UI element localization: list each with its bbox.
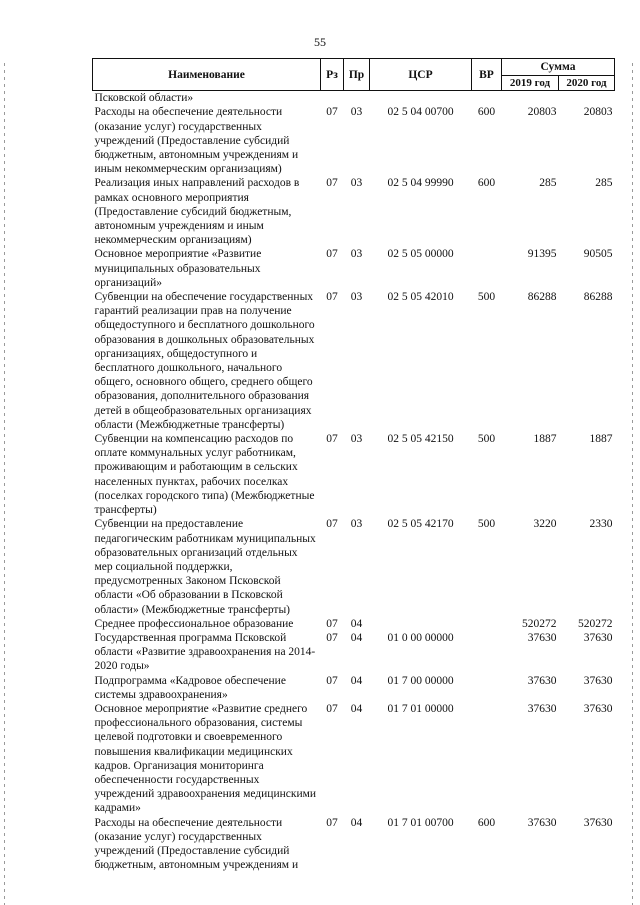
table-row [93,91,615,106]
table-row [93,290,615,432]
cell-csr: 02 5 05 42150 [387,433,454,446]
budget-table [92,58,615,872]
cell-vr: 500 [477,433,496,446]
cell-name: Субвенции на предоставление педагогическим работникам муниципальных образовательных организаций отдельных мер социальной поддержки, предусмотренных Законом Псковской области «Об образовании в Псковской области» (Межбюджетные трансферты) [94,518,316,616]
cell-2020: 1887 [589,433,613,446]
cell-2019: 37630 [527,674,557,687]
table-row [93,617,615,631]
table-body [93,91,615,873]
cell-2020: 520272 [578,617,613,630]
header-name: Наименование [93,59,321,91]
header-year-2020: 2020 год [559,76,615,91]
table-row [93,105,615,176]
cell-2019: 37630 [527,816,557,829]
cell-2020: 285 [595,177,613,190]
cell-2019: 520272 [522,617,557,630]
cell-name: Реализация иных направлений расходов в рамках основного мероприятия (Предоставление субсидий бюджетным, автономным учреждениям и иным некоммерческим организациям) [94,177,300,247]
cell-2019: 37630 [527,702,557,715]
cell-2020: 2330 [589,518,613,531]
table-row [93,517,615,616]
cell-vr: 500 [477,518,496,531]
cell-name: Расходы на обеспечение деятельности (оказание услуг) государственных учреждений (Предоставление субсидий бюджетным, автономным учреждениям и иным некоммерческим организациям) [94,106,299,176]
cell-pr: 03 [350,177,363,190]
cell-name: Расходы на обеспечение деятельности (оказание услуг) государственных учреждений (Предоставление субсидий бюджетным, автономным учреждениям и [94,816,299,872]
cell-2019: 91395 [527,248,557,261]
cell-2020 [559,91,615,106]
cell-pr: 04 [350,631,363,644]
cell-2019: 37630 [527,631,557,644]
cell-rz: 07 [326,433,338,446]
cell-csr: 02 5 04 00700 [387,106,454,119]
cell-rz: 07 [326,702,338,715]
header-sum: Сумма [502,59,615,76]
header-rz: Рз [321,59,344,91]
cell-name: Среднее профессиональное образование [94,617,294,630]
cell-csr: 02 5 05 42010 [387,291,454,304]
header-pr: Пр [344,59,370,91]
cell-pr: 04 [350,617,363,630]
cell-vr [472,702,502,816]
cell-vr: 500 [477,291,496,304]
cell-rz: 07 [326,674,338,687]
header-vr: ВР [472,59,502,91]
table-row [93,432,615,517]
cell-rz: 07 [326,248,338,261]
cell-csr: 02 5 05 00000 [387,248,454,261]
cell-vr [472,247,502,290]
cell-vr [472,674,502,702]
cell-csr: 02 5 05 42170 [387,518,454,531]
cell-2020: 86288 [583,291,613,304]
cell-pr: 04 [350,816,363,829]
cell-2019: 1887 [533,433,557,446]
header-csr: ЦСР [370,59,472,91]
table-row [93,702,615,816]
cell-rz: 07 [326,518,338,531]
cell-vr [472,631,502,674]
cell-vr: 600 [477,106,496,119]
cell-2020: 90505 [583,248,613,261]
cell-2019: 86288 [527,291,557,304]
cell-2020: 20803 [583,106,613,119]
cell-pr [344,91,370,106]
table-row [93,674,615,702]
table-row [93,176,615,247]
cell-2019 [502,91,559,106]
table-row [93,247,615,290]
cell-rz: 07 [326,106,338,119]
cell-pr: 03 [350,518,363,531]
cell-vr [472,617,502,631]
cell-2020: 37630 [583,631,613,644]
cell-2019: 3220 [533,518,557,531]
cell-name: Основное мероприятие «Развитие среднего профессионального образования, системы целевой подготовки и своевременного повышения квалификации медицинских кадров. Организация мониторинга обеспеченности государственных учреждений здравоохранения медицинскими кадрами» [94,702,317,815]
cell-2020: 37630 [583,674,613,687]
page-number: 55 [314,35,326,49]
cell-2019: 20803 [527,106,557,119]
cell-pr: 03 [350,248,363,261]
scan-edge-right [632,63,633,905]
cell-rz: 07 [326,816,338,829]
cell-csr [370,91,472,106]
cell-pr: 03 [350,433,363,446]
cell-pr: 03 [350,291,363,304]
cell-rz: 07 [326,631,338,644]
scan-edge-left [4,63,5,905]
cell-vr: 600 [477,816,496,829]
cell-2020: 37630 [583,816,613,829]
cell-name: Субвенции на обеспечение государственных гарантий реализации прав на получение общедоступного и бесплатного дошкольного образования в дошкольных образовательных организациях, общедоступного и бесплатного дошкольного, начального общего, основного общего, среднего общего образования, дополнительного образования детей в общеобразовательных организациях области (Межбюджетные трансферты) [94,291,315,431]
cell-vr [472,91,502,106]
cell-name: Псковской области» [94,92,194,105]
cell-2019: 285 [539,177,557,190]
cell-name: Государственная программа Псковской области «Развитие здравоохранения на 2014-2020 годы» [94,631,316,673]
cell-csr: 01 7 01 00000 [387,702,454,715]
cell-rz: 07 [326,291,338,304]
cell-csr: 01 0 00 00000 [387,631,454,644]
cell-rz [321,91,344,106]
cell-vr: 600 [477,177,496,190]
cell-name: Подпрограмма «Кадровое обеспечение системы здравоохранения» [94,674,286,701]
cell-pr: 04 [350,702,363,715]
cell-csr: 01 7 01 00700 [387,816,454,829]
cell-csr: 01 7 00 00000 [387,674,454,687]
cell-name: Субвенции на компенсацию расходов по оплате коммунальных услуг работникам, проживающим и работающим в сельских населенных пунктах, рабочих поселках (поселках городского типа) (Межбюджетные трансферты) [94,433,315,517]
cell-rz: 07 [326,177,338,190]
cell-name: Основное мероприятие «Развитие муниципальных образовательных организаций» [94,248,262,289]
table-row [93,631,615,674]
cell-csr: 02 5 04 99990 [387,177,454,190]
cell-csr [370,617,472,631]
table-row [93,816,615,873]
cell-2020: 37630 [583,702,613,715]
cell-pr: 04 [350,674,363,687]
cell-rz: 07 [326,617,338,630]
header-year-2019: 2019 год [502,76,559,91]
cell-pr: 03 [350,106,363,119]
